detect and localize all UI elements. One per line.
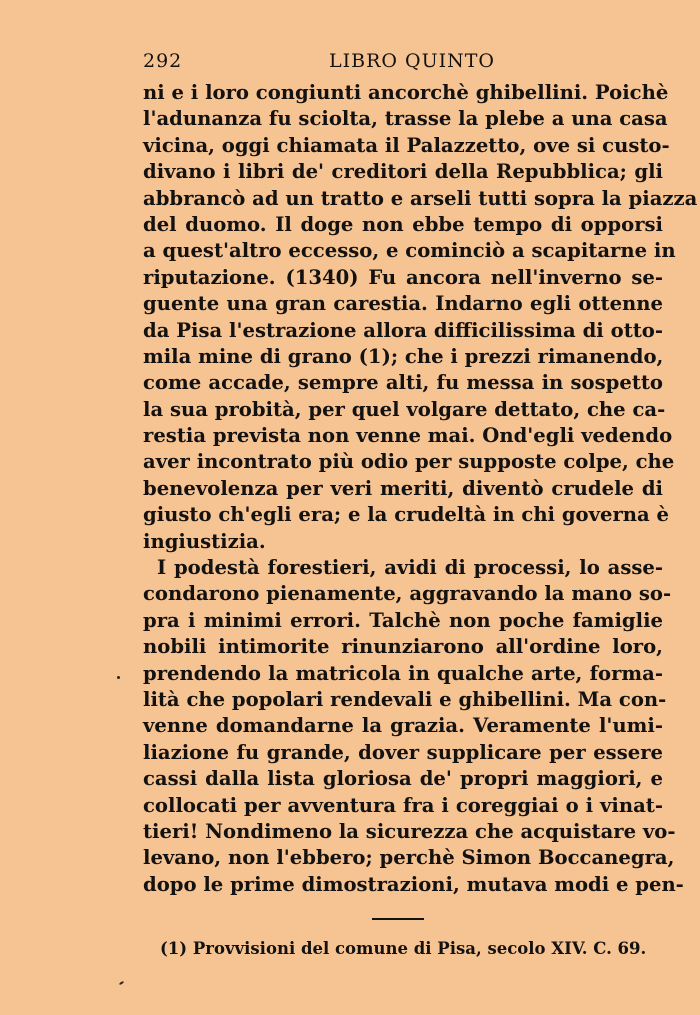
text-line: vicina, oggi chiamata il Palazzetto, ove si custo-: [143, 133, 670, 157]
text-line: la sua probità, per quel volgare dettato, che ca-: [143, 397, 666, 421]
text-line: a quest'altro eccesso, e cominciò a scapitarne in: [143, 239, 676, 263]
text-line: guente una gran carestia. Indarno egli ottenne: [143, 292, 663, 316]
text-line: da Pisa l'estrazione allora difficilissima di otto-: [143, 318, 663, 342]
footnote: (1) Provvisioni del comune di Pisa, secolo XIV. C. 69.: [160, 939, 647, 958]
text-line: ni e i loro congiunti ancorchè ghibellini. Poichè: [143, 81, 669, 104]
text-line: giusto ch'egli era; e la crudeltà in chi governa è: [143, 503, 669, 527]
text-line: del duomo. Il doge non ebbe tempo di opporsi: [143, 212, 663, 236]
text-line: ingiustizia.: [143, 529, 266, 553]
margin-mark: [117, 676, 120, 679]
text-line: pra i minimi errori. Talchè non poche famiglie: [143, 608, 663, 632]
text-line: nobili intimorite rinunziarono all'ordine loro,: [143, 635, 663, 659]
footnote-separator: [372, 918, 424, 920]
text-line: mila mine di grano (1); che i prezzi rimanendo,: [143, 344, 664, 368]
margin-mark: [119, 981, 124, 986]
section-title: LIBRO QUINTO: [329, 50, 495, 72]
page-number: 292: [143, 50, 183, 72]
text-line: collocati per avventura fra i coreggiai o i vinat-: [143, 793, 663, 817]
running-head: [143, 50, 663, 78]
text-line: come accade, sempre alti, fu messa in sospetto: [143, 371, 663, 395]
text-line: abbrancò ad un tratto e arseli tutti sopra la piazza: [143, 186, 698, 210]
text-line: l'adunanza fu sciolta, trasse la plebe a una casa: [143, 107, 668, 131]
text-line: condarono pienamente, aggravando la mano so-: [143, 582, 672, 606]
text-line: levano, non l'ebbero; perchè Simon Boccanegra,: [143, 846, 675, 870]
text-line: tieri! Nondimeno la sicurezza che acquistare vo-: [143, 819, 676, 843]
text-line: prendendo la matricola in qualche arte, forma-: [143, 661, 663, 685]
text-line: restia prevista non venne mai. Ond'egli vedendo: [143, 424, 673, 448]
body-text: [143, 80, 698, 898]
text-line: cassi dalla lista gloriosa de' propri maggiori, e: [143, 767, 663, 791]
text-line: benevolenza per veri meriti, diventò crudele di: [143, 476, 663, 500]
text-line: riputazione. (1340) Fu ancora nell'inverno se-: [143, 265, 663, 289]
text-line: lità che popolari rendevali e ghibellini. Ma con-: [143, 687, 667, 711]
text-line: venne domandarne la grazia. Veramente l'umi-: [143, 714, 663, 738]
text-line: I podestà forestieri, avidi di processi, lo asse-: [157, 556, 663, 580]
text-line: divano i libri de' creditori della Repubblica; gli: [143, 160, 663, 184]
text-line: dopo le prime dimostrazioni, mutava modi e pen-: [143, 872, 684, 896]
text-line: aver incontrato più odio per supposte colpe, che: [143, 450, 675, 474]
text-line: liazione fu grande, dover supplicare per essere: [143, 740, 663, 764]
